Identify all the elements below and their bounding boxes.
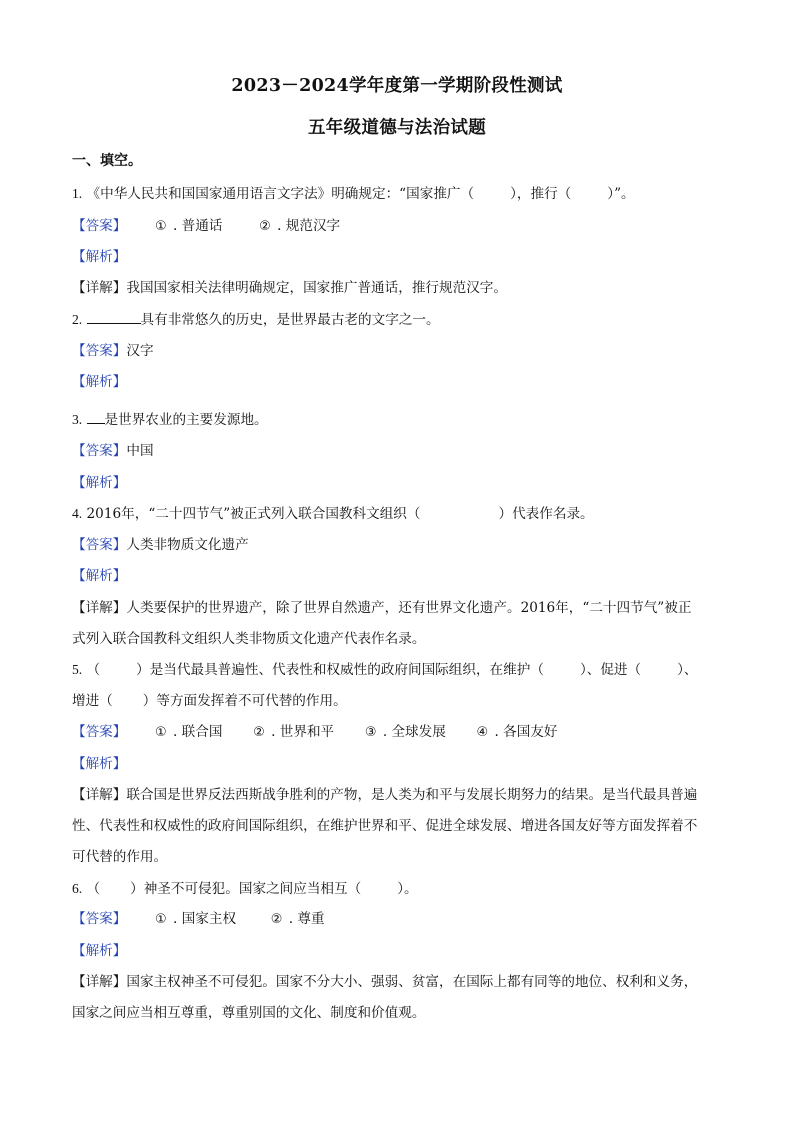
answer-option: . 国家主权 — [173, 911, 237, 927]
exam-title: 2023－2024学年度第一学期阶段性测试 — [231, 76, 563, 96]
answer-line — [72, 339, 154, 359]
question-2 — [72, 308, 440, 328]
question-text: （ — [86, 881, 101, 897]
analysis-tag: 【解析】 — [72, 568, 127, 584]
detail-line — [72, 627, 425, 647]
option-marker: ③ — [364, 725, 377, 740]
analysis-line — [72, 245, 126, 265]
question-number: 2. — [72, 312, 83, 327]
analysis-tag: 【解析】 — [72, 943, 127, 959]
answer-option: . 全球发展 — [382, 724, 446, 740]
option-marker: ④ — [476, 725, 489, 740]
answer-text: 汉字 — [126, 343, 154, 359]
option-marker: ① — [155, 912, 167, 927]
question-number: 6. — [72, 881, 83, 896]
question-text: ）、促进（ — [579, 662, 642, 678]
option-marker: ② — [253, 725, 265, 740]
analysis-line — [72, 471, 126, 491]
answer-option: . 普通话 — [173, 218, 223, 234]
question-3 — [72, 408, 268, 428]
answer-line — [72, 533, 249, 553]
question-5-continued — [72, 689, 347, 709]
analysis-tag: 【解析】 — [72, 249, 127, 265]
detail-line — [72, 814, 697, 834]
answer-tag: 【答案】 — [72, 537, 127, 553]
question-text: 是世界农业的主要发源地。 — [104, 412, 268, 428]
question-text: 《中华人民共和国国家通用语言文字法》明确规定：“国家推广（ — [86, 186, 475, 202]
question-number: 5. — [72, 662, 83, 677]
detail-line — [72, 276, 507, 296]
answer-option: . 联合国 — [173, 724, 223, 740]
exam-subtitle: 五年级道德与法治试题 — [308, 118, 486, 138]
question-4 — [72, 502, 594, 522]
answer-line — [72, 720, 558, 740]
detail-text: 式列入联合国教科文组织人类非物质文化遗产代表作名录。 — [72, 631, 426, 647]
answer-text: 人类非物质文化遗产 — [126, 537, 249, 553]
question-text: 具有非常悠久的历史，是世界最古老的文字之一。 — [140, 312, 440, 328]
answer-line — [72, 439, 154, 459]
answer-option: . 各国友好 — [494, 724, 558, 740]
detail-text: 可代替的作用。 — [72, 849, 168, 865]
detail-text: 国家之间应当相互尊重，尊重别国的文化、制度和价值观。 — [72, 1005, 426, 1021]
question-text: ）代表作名录。 — [498, 506, 594, 522]
detail-text: 联合国是世界反法西斯战争胜利的产物，是人类为和平与发展长期努力的结果。是当代最具普遍 — [126, 787, 698, 803]
question-5 — [72, 658, 698, 678]
answer-tag: 【答案】 — [72, 724, 127, 740]
question-text: 增进（ — [72, 693, 113, 709]
option-marker: ② — [270, 912, 283, 927]
answer-option: . 规范汉字 — [277, 218, 341, 234]
question-text: ）、 — [677, 662, 698, 678]
detail-line — [72, 1001, 425, 1021]
question-1 — [72, 182, 635, 202]
question-6 — [72, 877, 418, 897]
answer-line — [72, 214, 340, 234]
detail-text: 性、代表性和权威性的政府间国际组织，在维护世界和平、促进全球发展、增进各国友好等方面发挥着不 — [72, 818, 698, 834]
question-text: （ — [86, 662, 101, 678]
detail-text: 我国国家相关法律明确规定，国家推广普通话，推行规范汉字。 — [126, 280, 507, 296]
answer-tag: 【答案】 — [72, 443, 127, 459]
question-number: 3. — [72, 412, 83, 427]
question-text: ）神圣不可侵犯。国家之间应当相互（ — [130, 881, 362, 897]
answer-tag: 【答案】 — [72, 911, 127, 927]
answer-line — [72, 907, 325, 927]
detail-line — [72, 970, 697, 990]
detail-tag: 【详解】 — [72, 974, 127, 990]
analysis-tag: 【解析】 — [72, 374, 127, 390]
question-text: ）”。 — [607, 186, 635, 202]
analysis-line — [72, 939, 126, 959]
option-marker: ① — [155, 725, 167, 740]
question-text: 2016年，“二十四节气”被正式列入联合国教科文组织（ — [86, 506, 421, 522]
question-number: 1. — [72, 186, 83, 201]
detail-text: 人类要保护的世界遗产，除了世界自然遗产，还有世界文化遗产。2016年，“二十四节气”被正 — [126, 600, 692, 616]
analysis-tag: 【解析】 — [72, 475, 127, 491]
fill-blank — [87, 311, 141, 324]
detail-line — [72, 596, 691, 616]
detail-text: 国家主权神圣不可侵犯。国家不分大小、强弱、贫富，在国际上都有同等的地位、权利和义务， — [126, 974, 698, 990]
analysis-line — [72, 752, 126, 772]
analysis-line — [72, 370, 126, 390]
option-marker: ② — [259, 219, 271, 234]
fill-blank — [87, 411, 105, 424]
question-text: ），推行（ — [510, 186, 572, 202]
answer-text: 中国 — [126, 443, 154, 459]
section-heading: 一、填空。 — [72, 153, 142, 169]
answer-option: . 世界和平 — [271, 724, 335, 740]
detail-line — [72, 845, 167, 865]
question-text: ）等方面发挥着不可代替的作用。 — [142, 693, 347, 709]
detail-tag: 【详解】 — [72, 787, 127, 803]
answer-tag: 【答案】 — [72, 343, 127, 359]
answer-option: . 尊重 — [288, 911, 325, 927]
option-marker: ① — [155, 219, 167, 234]
analysis-line — [72, 564, 126, 584]
question-number: 4. — [72, 506, 83, 521]
detail-tag: 【详解】 — [72, 280, 127, 296]
question-text: ）是当代最具普遍性、代表性和权威性的政府间国际组织，在维护（ — [136, 662, 544, 678]
detail-line — [72, 783, 697, 803]
answer-tag: 【答案】 — [72, 218, 127, 234]
question-text: ）。 — [397, 881, 418, 897]
analysis-tag: 【解析】 — [72, 756, 127, 772]
detail-tag: 【详解】 — [72, 600, 127, 616]
